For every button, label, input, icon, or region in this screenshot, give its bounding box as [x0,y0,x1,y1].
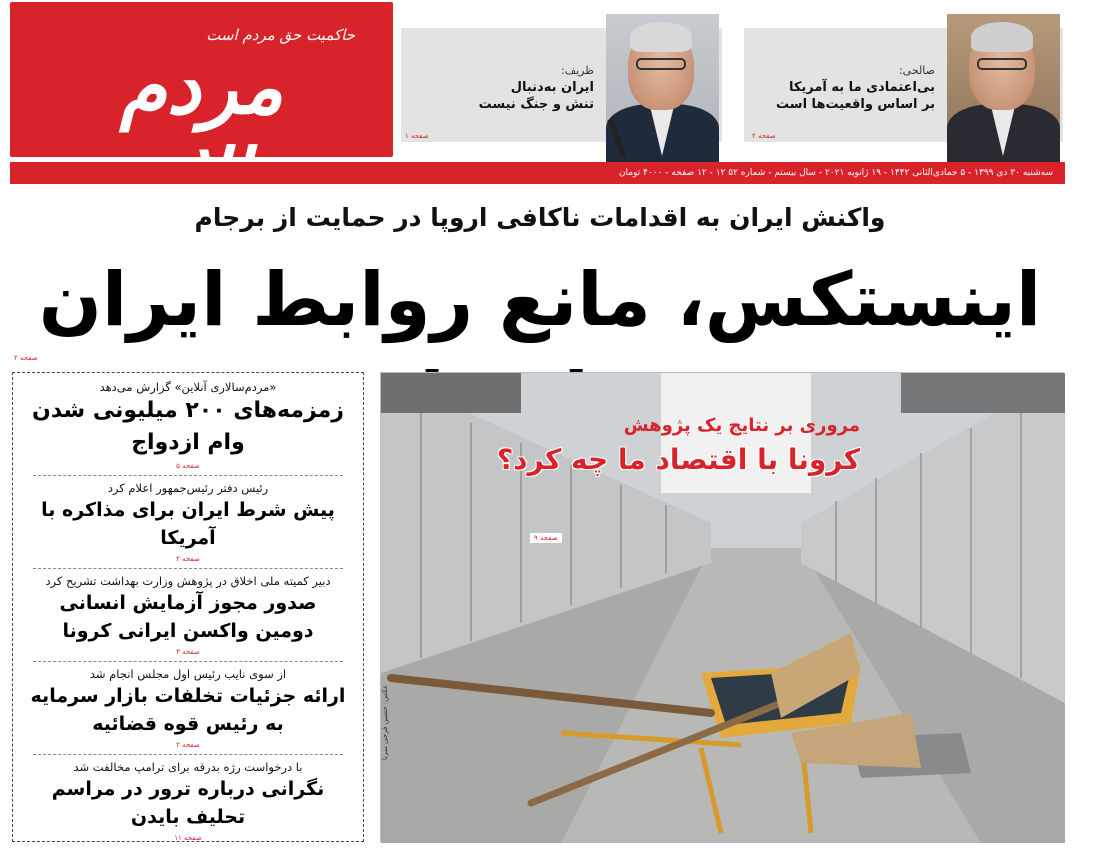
salehi-photo [947,14,1060,155]
news-title: نگرانی درباره ترور در مراسم تحلیف بایدن [51,778,325,828]
news-title: صدور مجوز آزمایش انسانی [59,592,317,614]
masthead-slogan: حاکمیت حق مردم است [206,26,355,44]
news-page-ref: صفحه ۲ [176,555,200,563]
divider [33,754,343,755]
news-page-ref: صفحه ۲ [176,741,200,749]
news-page-ref: صفحه ۳ [176,648,200,656]
teaser-line: تنش و جنگ نیست [478,97,594,112]
main-headline[interactable]: اینستکس، مانع روابط ایران [38,257,1042,343]
news-title: وام ازدواج [131,430,245,455]
teaser-line: ایران به‌دنبال [510,80,594,95]
photo-credit: عکس: حسین فرجی سرنا [381,684,389,760]
teaser-kicker: ظریف: [561,64,594,77]
teaser-line: بی‌اعتمادی ما به آمریکا [788,80,935,95]
news-item[interactable] [23,666,353,750]
news-kicker: از سوی نایب رئیس اول مجلس انجام شد [89,667,287,681]
news-title: پیش شرط ایران برای مذاکره با آمریکا [41,499,335,549]
masthead-title: مردم [119,42,284,131]
news-kicker: «مردم‌سالاری آنلاین» گزارش می‌دهد [99,380,277,394]
news-item[interactable] [23,573,353,657]
teaser-zarif-text [424,62,594,113]
teaser-salehi-text [765,62,935,113]
dateline-bar: سه‌شنبه ۳۰ دی ۱۳۹۹ - ۵ جمادی‌الثانی ۱۴۴۲ - ۱۹ ژانویه ۲۰۲۱ - سال بیستم - شماره ۵۲ ۱۲ - ۱۲ صفحه - ۴۰۰۰ تومان [10,162,1065,184]
news-item[interactable] [23,379,353,471]
headline-kicker: واکنش ایران به اقدامات ناکافی اروپا در حمایت از برجام [194,203,886,232]
news-kicker: رئیس دفتر رئیس‌جمهور اعلام کرد [107,481,269,495]
teaser-salehi[interactable] [744,28,1063,142]
page-ref: صفحه ۱ [405,132,429,140]
feature-kicker: مروری بر نتایج یک پژوهش [623,415,860,436]
divider [33,475,343,476]
headline-page-ref: صفحه ۲ [14,354,38,362]
news-page-ref: صفحه ۵ [176,462,200,470]
news-kicker: با درخواست رژه بدرقه برای ترامپ مخالفت شد [73,760,303,774]
news-item[interactable] [23,480,353,564]
teaser-zarif[interactable] [401,28,722,142]
feature-caption[interactable] [480,412,860,480]
news-column [12,372,364,842]
feature-page-ref: صفحه ۹ [530,533,562,543]
news-item[interactable] [23,759,353,843]
news-page-ref: صفحه ۱۱ [174,834,202,842]
masthead-logo [10,2,393,157]
teaser-line: بر اساس واقعیت‌ها است [776,97,935,112]
news-title: به رئیس قوه قضائیه [92,713,284,735]
teaser-kicker: صالحی: [898,64,935,77]
news-title: دومین واکسن ایرانی کرونا [62,620,314,642]
news-title: زمزمه‌های ۲۰۰ میلیونی شدن [32,398,344,423]
divider [33,568,343,569]
divider [33,661,343,662]
news-kicker: دبیر کمیته ملی اخلاق در پژوهش وزارت بهداشت تشریح کرد [45,574,331,588]
feature-title: کرونا با اقتصاد ما چه کرد؟ [496,443,860,476]
page-ref: صفحه ۲ [752,132,776,140]
zarif-photo [606,14,719,155]
news-title: ارائه جزئیات تخلفات بازار سرمایه [30,685,346,707]
